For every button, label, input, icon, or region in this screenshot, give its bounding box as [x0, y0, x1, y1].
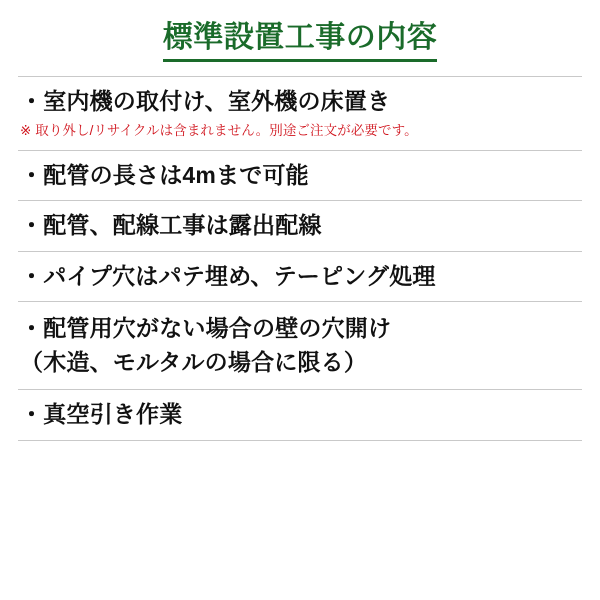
page-title-wrap [18, 14, 582, 76]
list-item-subtext: （木造、モルタルの場合に限る） [20, 348, 368, 375]
list-item-text: ・配管の長さは4mまで可能 [20, 161, 309, 188]
list-item-text: ・パイプ穴はパテ埋め、テーピング処理 [20, 262, 436, 289]
installation-items-list [18, 76, 582, 600]
list-item [18, 201, 582, 251]
page-title: 標準設置工事の内容 [163, 20, 438, 62]
list-item-text: ・配管、配線工事は露出配線 [20, 212, 322, 239]
list-item [18, 390, 582, 440]
list-item [18, 302, 582, 390]
list-item-text: ・配管用穴がない場合の壁の穴開け [20, 315, 392, 342]
list-item [18, 252, 582, 302]
list-item-text: ・真空引き作業 [20, 401, 183, 428]
list-item-text: ・室内機の取付け、室外機の床置き [20, 88, 391, 114]
list-item [18, 76, 582, 151]
list-item [18, 151, 582, 201]
list-item-note: ※ 取り外し/リサイクルは含まれません。別途ご注文が必要です。 [20, 123, 418, 139]
